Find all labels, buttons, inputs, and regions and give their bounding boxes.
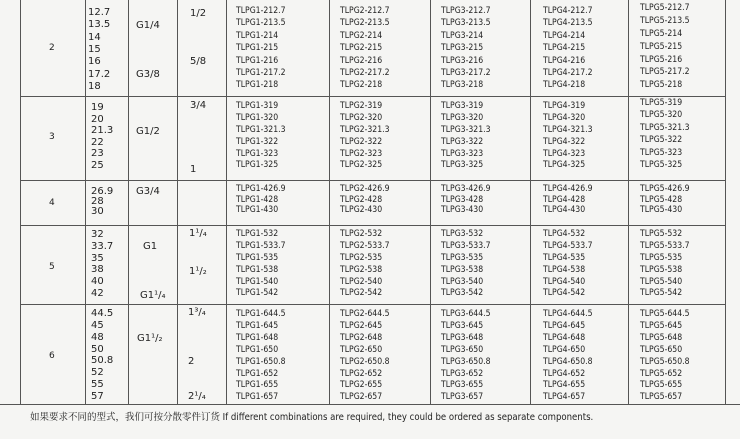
part-code: TLPG3-655 [441,380,484,391]
part-code: TLPG5-657 [640,392,683,403]
part-code: TLPG5-215 [640,41,683,52]
part-code: TLPG4-542 [543,288,586,299]
part-code: TLPG3-650 [441,344,484,355]
part-code: TLPG5-535 [640,252,683,263]
part-code: TLPG2-645 [340,320,383,331]
part-code: TLPG1-321.3 [236,124,286,135]
part-code: TLPG5-533.7 [640,240,690,251]
part-code: TLPG4-644.5 [543,309,593,319]
part-code: TLPG4-650.8 [543,356,593,367]
part-code: TLPG1-652 [236,368,279,379]
pipe-size: 16 [88,56,101,68]
part-code: TLPG2-214 [340,30,383,41]
pipe-size: 28 [91,196,104,207]
part-code: TLPG2-213.5 [340,18,390,29]
pipe-size: 33.7 [91,240,114,252]
inch-size: 1¹/₄ [189,228,207,239]
part-code: TLPG2-538 [340,264,383,275]
code-column [543,230,593,298]
group-number: 2 [49,43,55,53]
code-column [236,7,286,90]
part-code: TLPG5-213.5 [640,15,690,26]
part-code: TLPG3-538 [441,264,484,275]
part-code: TLPG4-428 [543,194,586,205]
part-code: TLPG4-321.3 [543,124,593,135]
part-code: TLPG1-320 [236,112,279,123]
part-code: TLPG5-645 [640,320,683,331]
part-code: TLPG1-212.7 [236,6,286,16]
pipe-size: 45 [91,319,104,331]
pipe-size: 22 [91,136,104,148]
part-code: TLPG1-426.9 [236,184,286,194]
part-code: TLPG4-214 [543,30,586,41]
group-number: 3 [49,132,55,142]
part-code: TLPG3-319 [441,101,484,111]
part-code: TLPG2-540 [340,276,383,287]
code-column [640,310,690,402]
part-code: TLPG4-538 [543,264,586,275]
pipe-size: 42 [91,287,104,299]
part-code: TLPG2-532 [340,229,383,239]
part-code: TLPG4-535 [543,252,586,263]
footer-note-english: If different combinations are required, they could be ordered as separate components. [222,412,594,423]
thread-size: G1¹/₄ [140,290,166,301]
pipe-size: 19 [91,102,104,113]
part-code: TLPG2-218 [340,80,383,91]
part-code: TLPG3-215 [441,43,484,54]
code-column [543,7,593,90]
part-code: TLPG4-426.9 [543,184,593,194]
pipe-size: 55 [91,379,104,391]
part-code: TLPG1-218 [236,80,279,91]
size-column [91,187,113,217]
part-code: TLPG1-532 [236,229,279,239]
part-code: TLPG2-648 [340,332,383,343]
part-code: TLPG3-214 [441,30,484,41]
inch-size: 2 [188,356,195,367]
code-column [441,102,491,170]
part-code: TLPG1-214 [236,30,279,41]
part-code: TLPG5-320 [640,110,683,121]
pipe-size: 40 [91,276,104,288]
pipe-size: 18 [88,80,101,92]
part-code: TLPG4-320 [543,112,586,123]
pipe-size: 20 [91,113,104,125]
part-code: TLPG3-533.7 [441,240,491,251]
part-code: TLPG2-319 [340,101,383,111]
part-code: TLPG1-645 [236,320,279,331]
part-code: TLPG5-430 [640,205,683,216]
part-code: TLPG4-657 [543,392,586,403]
part-code: TLPG1-542 [236,288,279,299]
footer-note-chinese: 如果要求不同的型式，我们可按分散零件订货 [30,412,221,423]
part-code: TLPG1-535 [236,252,279,263]
pipe-size: 48 [91,331,104,343]
part-code: TLPG5-322 [640,135,683,146]
part-code: TLPG4-215 [543,43,586,54]
part-code: TLPG3-648 [441,332,484,343]
part-code: TLPG3-535 [441,252,484,263]
part-code: TLPG5-214 [640,28,683,39]
part-code: TLPG4-218 [543,80,586,91]
part-code: TLPG2-321.3 [340,124,390,135]
part-code: TLPG5-325 [640,160,683,171]
part-code: TLPG1-428 [236,194,279,205]
part-code: TLPG3-320 [441,112,484,123]
code-column [236,185,286,215]
part-code: TLPG2-533.7 [340,240,390,251]
code-column [543,102,593,170]
code-column [640,185,690,215]
part-code: TLPG5-319 [640,98,683,108]
pipe-size: 26.9 [91,186,114,197]
part-code: TLPG1-216 [236,55,279,66]
part-code: TLPG1-538 [236,264,279,275]
part-code: TLPG1-319 [236,101,279,111]
pipe-size: 23 [91,148,104,160]
code-column [340,230,390,298]
part-code: TLPG1-430 [236,205,279,216]
part-code: TLPG5-648 [640,332,683,343]
part-code: TLPG4-532 [543,229,586,239]
part-code: TLPG4-540 [543,276,586,287]
pipe-size: 30 [91,206,104,217]
part-code: TLPG1-215 [236,43,279,54]
group-number: 6 [49,351,55,361]
thread-size: G1¹/₂ [137,333,163,344]
code-column [441,185,491,215]
pipe-size: 50.8 [91,355,114,367]
size-column [88,8,110,92]
thread-size: G3/4 [136,186,160,197]
code-column [640,99,690,170]
part-code: TLPG2-652 [340,368,383,379]
part-code: TLPG4-319 [543,101,586,111]
part-code: TLPG2-215 [340,43,383,54]
part-code: TLPG4-430 [543,205,586,216]
code-column [340,102,390,170]
pipe-size: 25 [91,159,104,171]
part-code: TLPG2-325 [340,160,383,171]
pipe-size: 17.2 [88,68,111,80]
part-code: TLPG4-217.2 [543,67,593,78]
part-code: TLPG4-655 [543,380,586,391]
part-code: TLPG5-538 [640,264,683,275]
thread-size: G3/8 [136,69,160,80]
pipe-size: 50 [91,343,104,355]
part-code: TLPG3-532 [441,229,484,239]
part-code: TLPG4-212.7 [543,6,593,16]
part-code: TLPG2-535 [340,252,383,263]
code-column [441,7,491,90]
part-code: TLPG4-213.5 [543,18,593,29]
code-column [543,310,593,402]
size-column [91,103,113,171]
part-code: TLPG2-322 [340,136,383,147]
part-code: TLPG1-644.5 [236,309,286,319]
part-code: TLPG5-650 [640,344,683,355]
part-code: TLPG3-212.7 [441,6,491,16]
part-code: TLPG4-652 [543,368,586,379]
part-code: TLPG3-430 [441,205,484,216]
part-code: TLPG5-323 [640,147,683,158]
part-code: TLPG3-645 [441,320,484,331]
part-code: TLPG1-322 [236,136,279,147]
inch-size: 1¹/₂ [189,266,207,277]
part-code: TLPG1-540 [236,276,279,287]
part-code: TLPG5-321.3 [640,122,690,133]
part-code: TLPG5-218 [640,80,683,91]
pipe-size: 57 [91,390,104,402]
pipe-size: 38 [91,264,104,276]
part-code: TLPG2-426.9 [340,184,390,194]
code-column [640,230,690,298]
part-code: TLPG2-212.7 [340,6,390,16]
part-code: TLPG4-322 [543,136,586,147]
thread-size: G1 [143,241,158,252]
part-code: TLPG3-542 [441,288,484,299]
part-code: TLPG3-325 [441,160,484,171]
code-column [543,185,593,215]
part-code: TLPG1-533.7 [236,240,286,251]
part-code: TLPG1-325 [236,160,279,171]
inch-size: 1 [190,164,197,175]
part-code: TLPG5-655 [640,380,683,391]
part-code: TLPG4-216 [543,55,586,66]
part-code: TLPG5-532 [640,229,683,239]
part-code: TLPG1-648 [236,332,279,343]
part-code: TLPG5-542 [640,288,683,299]
inch-size: 1³/₄ [188,307,206,318]
footer-note [30,409,593,423]
part-code: TLPG1-655 [236,380,279,391]
part-code: TLPG3-216 [441,55,484,66]
code-column [640,4,690,90]
part-code: TLPG1-650 [236,344,279,355]
pipe-size: 35 [91,252,104,264]
code-column [236,102,286,170]
group-number: 4 [49,198,55,208]
code-column [236,310,286,402]
part-code: TLPG4-650 [543,344,586,355]
part-code: TLPG5-540 [640,276,683,287]
part-code: TLPG3-657 [441,392,484,403]
part-code: TLPG5-217.2 [640,67,690,78]
pipe-size: 14 [88,31,101,43]
inch-size: 5/8 [190,56,207,67]
inch-size: 1/2 [190,8,207,19]
part-code: TLPG4-645 [543,320,586,331]
part-code: TLPG5-644.5 [640,309,690,319]
part-code: TLPG5-650.8 [640,356,690,367]
part-code: TLPG2-650 [340,344,383,355]
pipe-size: 21.3 [91,125,114,137]
pipe-size: 12.7 [88,7,111,18]
part-code: TLPG3-322 [441,136,484,147]
code-column [441,310,491,402]
pipe-size: 52 [91,367,104,379]
part-code: TLPG4-325 [543,160,586,171]
code-column [340,185,390,215]
part-code: TLPG2-320 [340,112,383,123]
part-code: TLPG1-213.5 [236,18,286,29]
part-code: TLPG2-657 [340,392,383,403]
inch-size: 3/4 [190,100,207,111]
thread-size: G1/2 [136,126,160,137]
part-code: TLPG2-216 [340,55,383,66]
part-code: TLPG5-216 [640,54,683,65]
part-code: TLPG3-321.3 [441,124,491,135]
code-column [441,230,491,298]
part-code: TLPG2-644.5 [340,309,390,319]
part-code: TLPG4-648 [543,332,586,343]
pipe-size: 44.5 [91,308,114,319]
part-code: TLPG3-428 [441,194,484,205]
size-column [91,309,113,402]
part-code: TLPG2-323 [340,148,383,159]
part-code: TLPG5-652 [640,368,683,379]
pipe-size: 13.5 [88,19,111,31]
part-code: TLPG2-655 [340,380,383,391]
part-code: TLPG4-323 [543,148,586,159]
part-code: TLPG5-212.7 [640,3,690,13]
part-code: TLPG3-540 [441,276,484,287]
part-code: TLPG1-657 [236,392,279,403]
part-code: TLPG5-428 [640,194,683,205]
code-column [236,230,286,298]
pipe-size: 15 [88,43,101,55]
part-code: TLPG2-650.8 [340,356,390,367]
part-code: TLPG3-323 [441,148,484,159]
part-code: TLPG2-428 [340,194,383,205]
part-code: TLPG1-217.2 [236,67,286,78]
pipe-size: 32 [91,229,104,240]
part-code: TLPG3-213.5 [441,18,491,29]
inch-size: 2¹/₄ [188,391,206,402]
code-column [340,7,390,90]
part-code: TLPG1-323 [236,148,279,159]
code-column [340,310,390,402]
part-code: TLPG3-644.5 [441,309,491,319]
group-number: 5 [49,262,55,272]
thread-size: G1/4 [136,20,160,31]
size-column [91,230,113,299]
part-code: TLPG1-650.8 [236,356,286,367]
part-code: TLPG5-426.9 [640,184,690,194]
part-code: TLPG3-652 [441,368,484,379]
part-code: TLPG2-430 [340,205,383,216]
part-code: TLPG4-533.7 [543,240,593,251]
part-code: TLPG3-217.2 [441,67,491,78]
part-code: TLPG2-217.2 [340,67,390,78]
part-code: TLPG3-218 [441,80,484,91]
part-code: TLPG3-426.9 [441,184,491,194]
part-code: TLPG2-542 [340,288,383,299]
part-code: TLPG3-650.8 [441,356,491,367]
